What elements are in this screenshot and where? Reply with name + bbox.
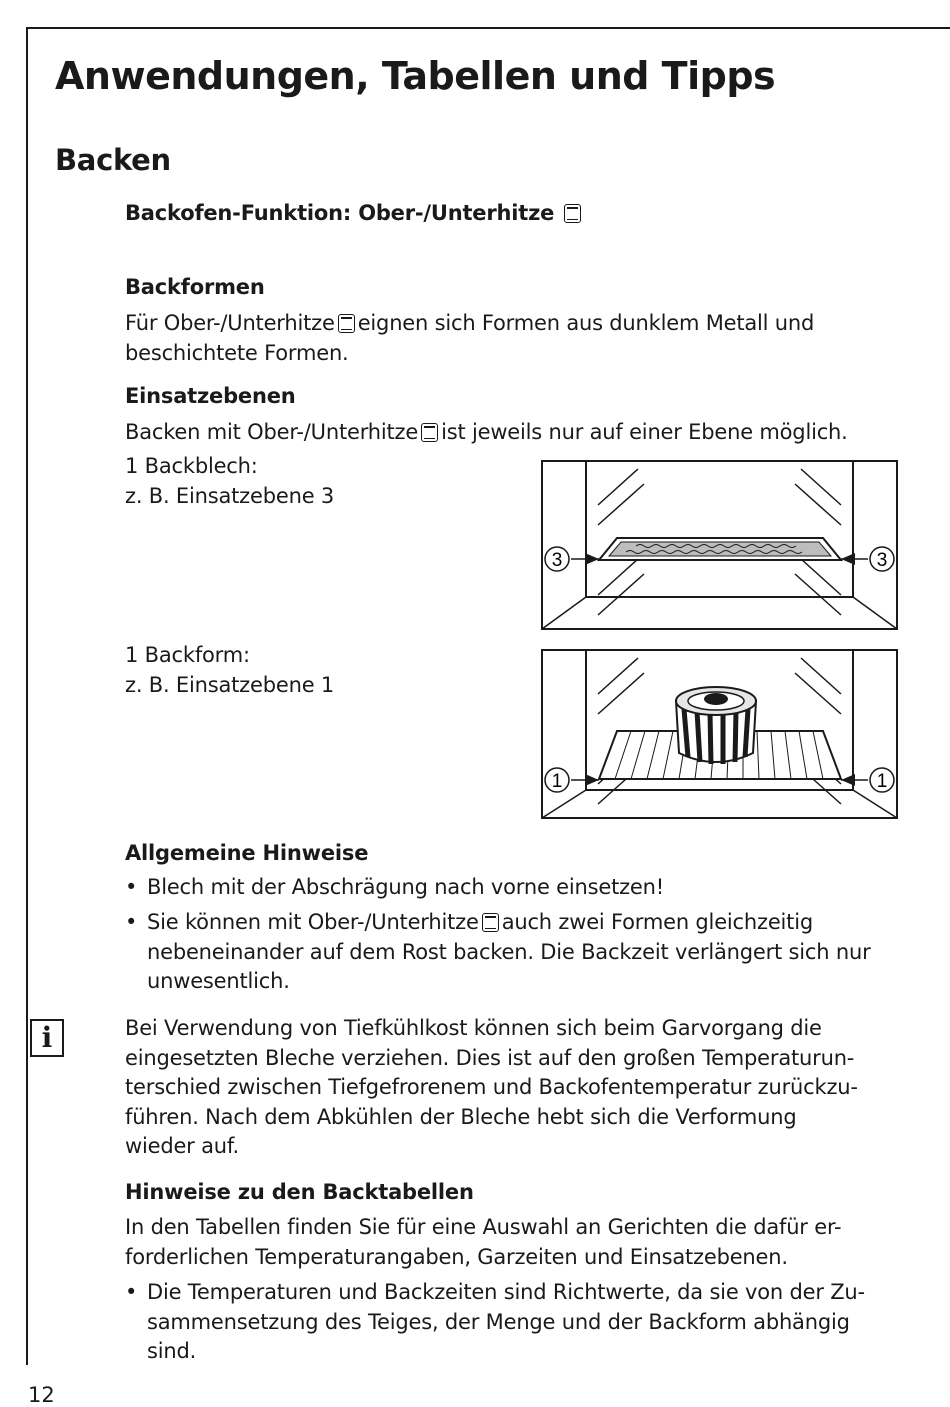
einsatzebenen-text-a: Backen mit Ober-/Unterhitze — [125, 420, 419, 444]
hinweise-bullet-2-b: auch zwei Formen gleichzeitig — [501, 910, 813, 934]
backformen-text — [125, 309, 814, 368]
ober-unterhitze-icon — [564, 204, 581, 223]
hinweise-bullet-2-a: Sie können mit Ober-/Unterhitze — [147, 910, 479, 934]
level-number-left: 3 — [551, 550, 563, 571]
bullet-icon: • — [125, 875, 138, 899]
backform-caption — [125, 641, 334, 700]
backtabellen-text — [125, 1213, 841, 1272]
page-title: Anwendungen, Tabellen und Tipps — [55, 54, 776, 98]
backtabellen-heading: Hinweise zu den Backtabellen — [125, 1180, 474, 1204]
backtabellen-line-2: forderlichen Temperaturangaben, Garzeiten und Einsatzebenen. — [125, 1244, 788, 1269]
info-line-1: Bei Verwendung von Tiefkühlkost können sich beim Garvorgang die — [125, 1016, 822, 1040]
page-frame-top-rule — [26, 27, 950, 29]
function-heading-text: Backofen-Funktion: Ober-/Unterhitze — [125, 201, 555, 225]
backblech-caption-line1: 1 Backblech: — [125, 454, 258, 478]
hinweise-bullet-2-text — [147, 908, 907, 997]
backform-caption-line2: z. B. Einsatzebene 1 — [125, 672, 335, 697]
ober-unterhitze-icon — [482, 913, 499, 932]
backformen-text-c: beschichtete Formen. — [125, 340, 349, 365]
backformen-text-b: eignen sich Formen aus dunklem Metall und — [357, 311, 815, 335]
hinweise-bullet-2-d: unwesentlich. — [147, 969, 290, 993]
backformen-heading: Backformen — [125, 275, 265, 299]
info-text — [125, 1014, 858, 1162]
einsatzebenen-heading: Einsatzebenen — [125, 384, 296, 408]
backformen-text-a: Für Ober-/Unterhitze — [125, 311, 335, 335]
level-number-left: 1 — [551, 771, 563, 792]
backtabellen-bullet-1-text — [147, 1278, 907, 1367]
einsatzebenen-text-b: ist jeweils nur auf einer Ebene möglich. — [441, 420, 848, 444]
backform-caption-line1: 1 Backform: — [125, 643, 250, 667]
level-number-right: 1 — [876, 771, 888, 792]
oven-tray-level-figure — [541, 460, 898, 630]
info-line-4: führen. Nach dem Abkühlen der Bleche hebt sich die Verformung — [125, 1104, 797, 1129]
hinweise-bullet-1-text: Blech mit der Abschrägung nach vorne einsetzen! — [147, 875, 664, 899]
bullet-icon: • — [125, 1280, 138, 1304]
section-heading-backen: Backen — [55, 143, 171, 177]
ober-unterhitze-icon — [338, 314, 355, 333]
info-icon: i — [30, 1019, 64, 1057]
einsatzebenen-text — [125, 418, 848, 448]
allgemeine-hinweise-heading: Allgemeine Hinweise — [125, 841, 369, 865]
level-number-right: 3 — [876, 550, 888, 571]
ober-unterhitze-icon — [421, 423, 438, 442]
backtabellen-line-1: In den Tabellen finden Sie für eine Auswahl an Gerichten die dafür er- — [125, 1215, 842, 1239]
backtabellen-bullet-1-c: sind. — [147, 1339, 197, 1363]
backblech-caption-line2: z. B. Einsatzebene 3 — [125, 483, 335, 508]
bullet-icon: • — [125, 910, 138, 934]
backtabellen-bullet-1-b: sammensetzung des Teiges, der Menge und der Backform abhängig — [147, 1309, 850, 1334]
info-line-5: wieder auf. — [125, 1134, 240, 1158]
hinweise-bullet-2-c: nebeneinander auf dem Rost backen. Die Backzeit verlängert sich nur — [147, 939, 871, 964]
page-frame-left-rule — [26, 27, 28, 1365]
info-line-2: eingesetzten Bleche verziehen. Dies ist auf den großen Temperaturun- — [125, 1045, 855, 1070]
baking-form-center — [704, 693, 728, 705]
backtabellen-bullet-1-a: Die Temperaturen und Backzeiten sind Richtwerte, da sie von der Zu- — [147, 1280, 865, 1304]
info-line-3: terschied zwischen Tiefgefrorenem und Backofentemperatur zurückzu- — [125, 1075, 858, 1099]
oven-form-level-figure — [541, 649, 898, 819]
backblech-caption — [125, 452, 334, 511]
function-heading — [125, 201, 584, 225]
page-number: 12 — [28, 1383, 55, 1407]
